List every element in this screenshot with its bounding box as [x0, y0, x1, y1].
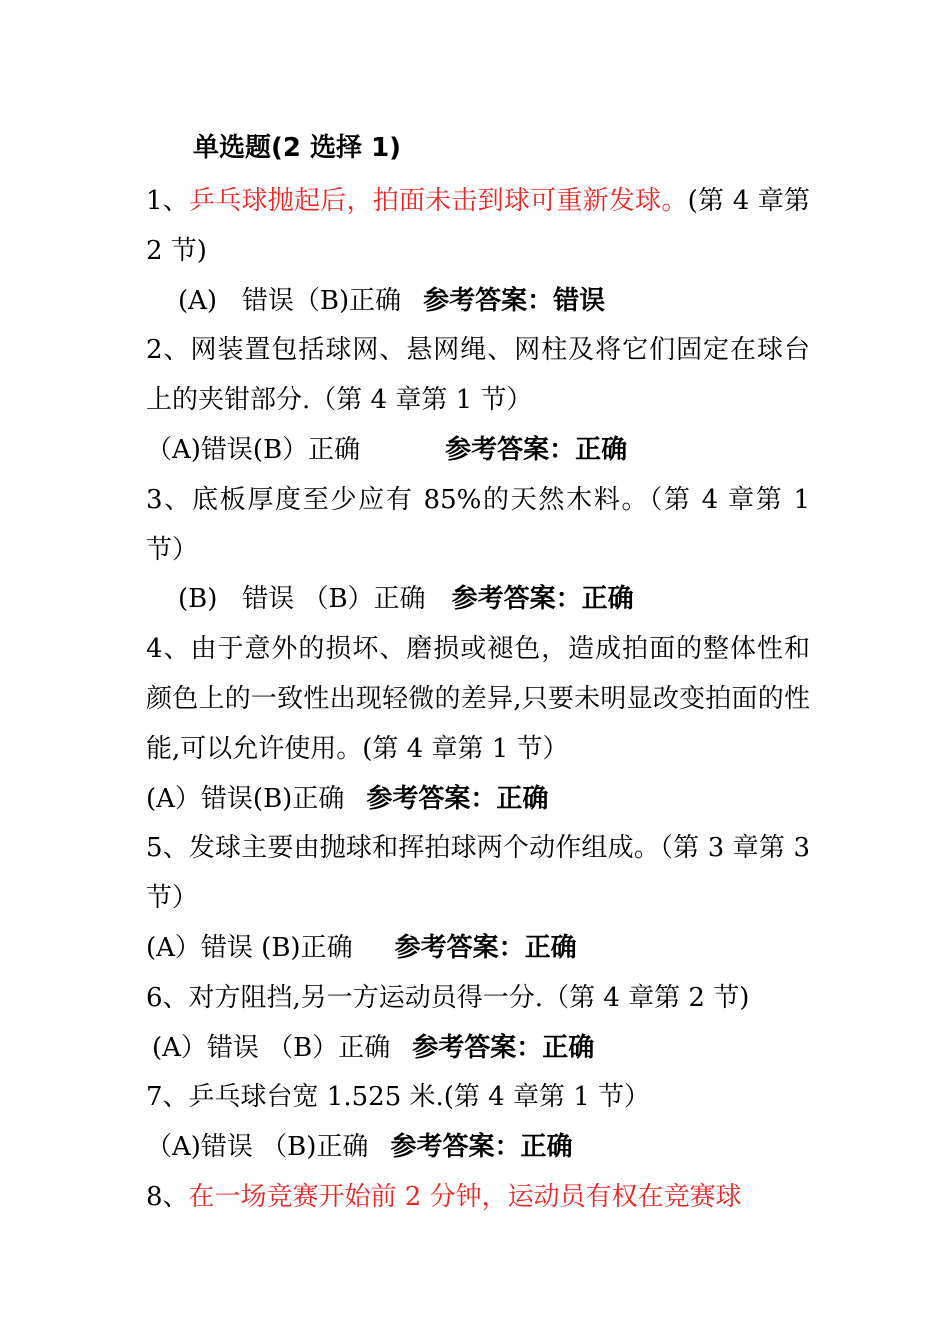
options-text: (B) 错误 （B）正确	[178, 584, 426, 615]
question-text: 由于意外的损坏、磨损或褪色，造成拍面的整体性和颜色上的一致性出现轻微的差异,只要未明显改变拍面的性能,可以允许使用。(第 4 章第 1 节）	[146, 634, 810, 764]
answer-line-4	[146, 775, 810, 825]
question-4	[146, 625, 810, 774]
answer-key: 参考答案：正确	[445, 434, 628, 465]
question-text: 乒乓球台宽 1.525 米.(第 4 章第 1 节）	[188, 1082, 651, 1113]
question-number: 7、	[146, 1082, 189, 1113]
answer-key: 参考答案：正确	[412, 1032, 595, 1063]
question-list	[146, 177, 810, 1223]
question-text: 网装置包括球网、悬网绳、网柱及将它们固定在球台上的夹钳部分.（第 4 章第 1 节）	[146, 335, 810, 416]
question-number: 8、	[146, 1181, 189, 1212]
options-text: (A）错误 （B）正确	[152, 1032, 391, 1063]
question-number: 5、	[146, 833, 189, 864]
answer-line-5	[146, 924, 810, 974]
answer-line-7	[146, 1123, 810, 1173]
highlighted-text: 乒乓球抛起后，拍面未击到球可重新发球。	[189, 186, 688, 216]
question-text: 底板厚度至少应有 85%的天然木料。（第 4 章第 1 节）	[146, 484, 810, 565]
question-2	[146, 326, 810, 426]
question-text: (第 4 章第 2 节)	[146, 186, 810, 266]
options-text: (A）错误 (B)正确	[146, 932, 353, 963]
question-text: 对方阻挡,另一方运动员得一分.（第 4 章第 2 节)	[188, 982, 750, 1013]
options-text: (A) 错误（B)正确	[178, 285, 402, 316]
question-number: 1、	[146, 186, 190, 216]
question-number: 4、	[146, 634, 191, 665]
question-number: 3、	[146, 484, 192, 515]
question-number: 6、	[146, 982, 189, 1013]
answer-key: 参考答案：正确	[394, 932, 577, 963]
answer-line-3	[146, 575, 810, 625]
question-text: 发球主要由抛球和挥拍球两个动作组成。（第 3 章第 3 节）	[146, 833, 810, 914]
options-text: （A)错误(B）正确	[146, 434, 361, 465]
question-8	[146, 1173, 810, 1223]
answer-key: 参考答案：正确	[451, 584, 634, 615]
question-6	[146, 974, 810, 1024]
answer-key: 参考答案：错误	[423, 285, 606, 316]
answer-key: 参考答案：正确	[390, 1132, 573, 1163]
question-number: 2、	[146, 335, 191, 366]
options-text: (A）错误(B)正确	[146, 783, 345, 814]
section-heading: 单选题(2 选择 1)	[193, 133, 402, 163]
question-3	[146, 476, 810, 576]
question-1	[146, 177, 810, 277]
answer-key: 参考答案：正确	[366, 783, 549, 814]
question-7	[146, 1073, 810, 1123]
highlighted-text: 在一场竞赛开始前 2 分钟，运动员有权在竞赛球	[188, 1181, 742, 1212]
options-text: （A)错误 （B)正确	[146, 1132, 369, 1163]
answer-line-1	[146, 277, 810, 327]
answer-line-2	[146, 426, 810, 476]
question-5	[146, 824, 810, 924]
answer-line-6	[146, 1024, 810, 1074]
